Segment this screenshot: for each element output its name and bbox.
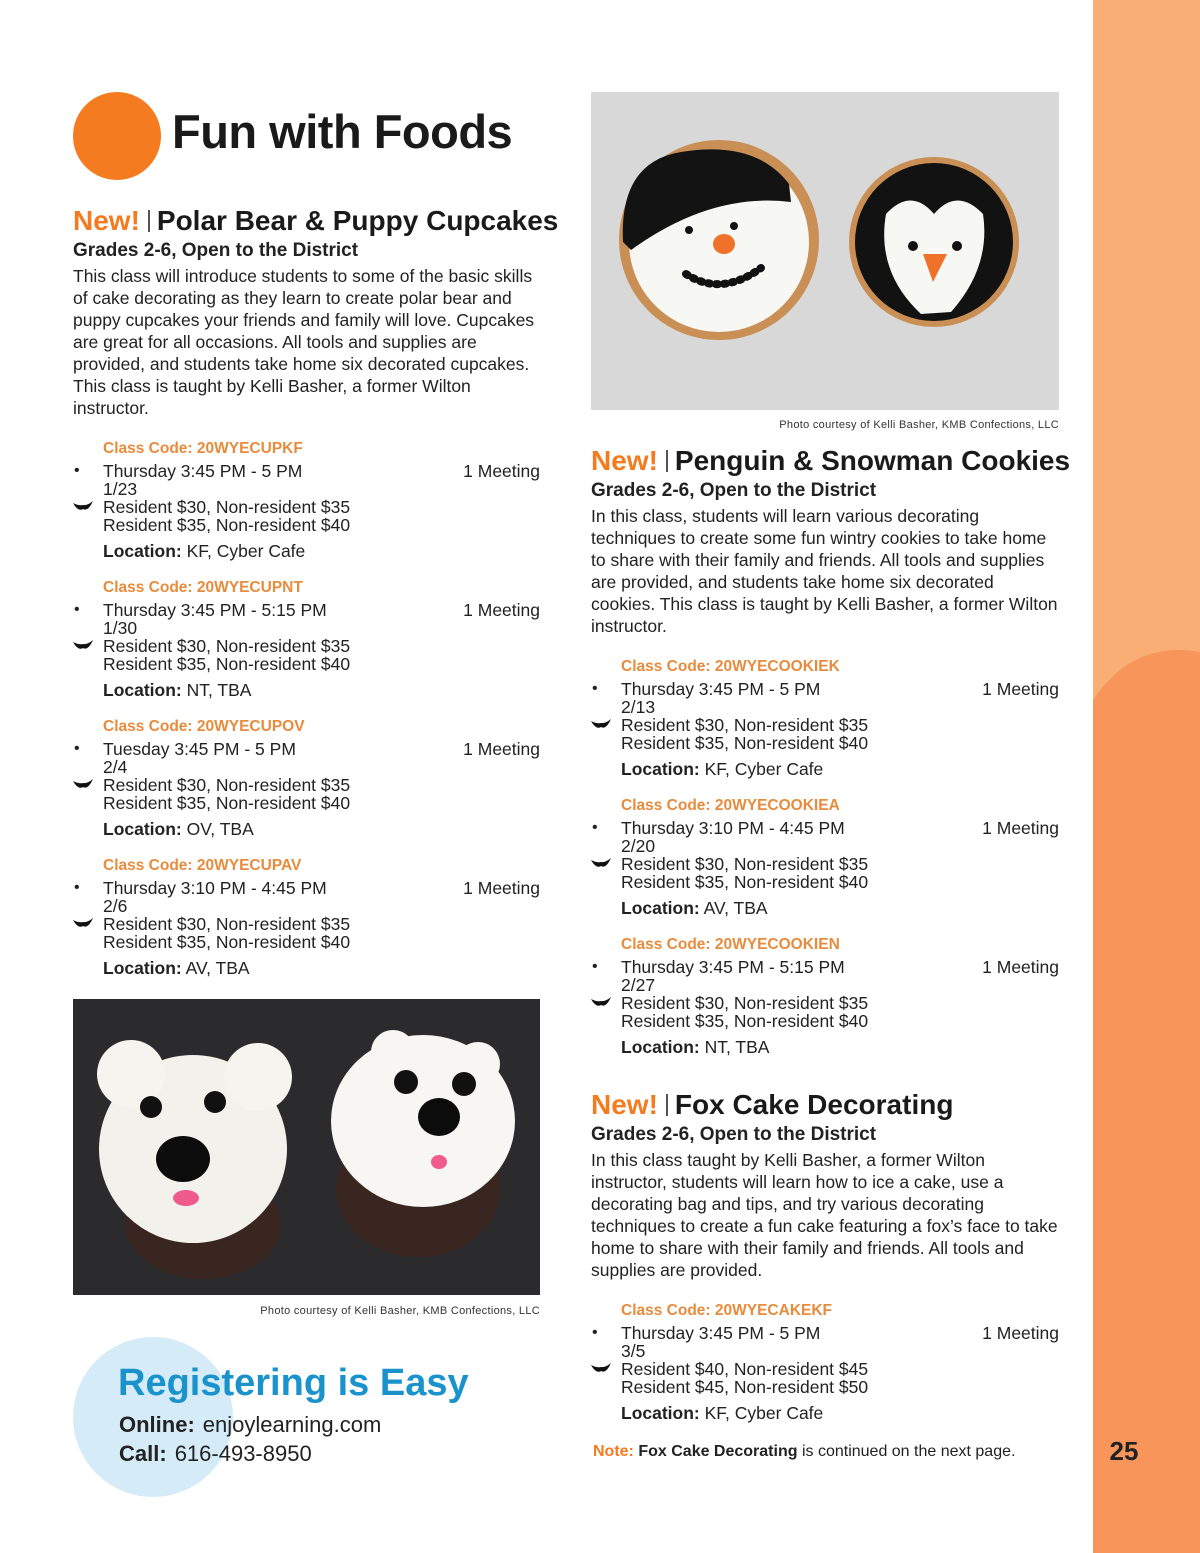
location-label: Location: bbox=[103, 680, 182, 700]
price-late: Resident $35, Non-resident $40 bbox=[103, 515, 351, 535]
schedule: Thursday 3:45 PM - 5:15 PM bbox=[621, 957, 845, 977]
schedule: Thursday 3:45 PM - 5 PM bbox=[103, 461, 303, 481]
meetings: 1 Meeting bbox=[463, 461, 540, 481]
bullet-icon: • bbox=[592, 1324, 598, 1341]
location-label: Location: bbox=[103, 541, 182, 561]
session-list bbox=[73, 439, 540, 977]
meetings: 1 Meeting bbox=[982, 1323, 1059, 1343]
location bbox=[103, 820, 540, 838]
session bbox=[74, 439, 540, 561]
new-label: New! bbox=[73, 205, 140, 236]
session bbox=[592, 657, 1059, 779]
meetings: 1 Meeting bbox=[463, 600, 540, 620]
session bbox=[592, 935, 1059, 1057]
session-list bbox=[591, 657, 1059, 1056]
meetings: 1 Meeting bbox=[982, 957, 1059, 977]
price-late: Resident $35, Non-resident $40 bbox=[103, 654, 351, 674]
divider bbox=[148, 210, 150, 232]
location-label: Location: bbox=[103, 819, 182, 839]
schedule: Thursday 3:45 PM - 5 PM bbox=[621, 679, 821, 699]
location bbox=[621, 899, 1059, 917]
price-late: Resident $35, Non-resident $40 bbox=[621, 872, 869, 892]
session bbox=[74, 717, 540, 839]
bullet-icon: • bbox=[592, 958, 598, 975]
course-fox-cake bbox=[591, 1089, 1059, 1440]
course-title: Polar Bear & Puppy Cupcakes bbox=[156, 205, 559, 236]
bird-icon bbox=[72, 500, 94, 514]
class-code: Class Code: 20WYECUPKF bbox=[103, 440, 303, 457]
class-code: Class Code: 20WYECOOKIEA bbox=[621, 797, 840, 814]
price-late: Resident $35, Non-resident $40 bbox=[103, 793, 351, 813]
schedule: Thursday 3:10 PM - 4:45 PM bbox=[103, 878, 327, 898]
course-heading bbox=[591, 1089, 1059, 1121]
registration-call bbox=[119, 1441, 312, 1467]
class-code: Class Code: 20WYECOOKIEK bbox=[621, 658, 840, 675]
bird-icon bbox=[590, 857, 612, 871]
location-label: Location: bbox=[621, 898, 700, 918]
page-title: Fun with Foods bbox=[172, 105, 513, 158]
date: 3/5 bbox=[621, 1341, 646, 1361]
class-code: Class Code: 20WYECUPOV bbox=[103, 718, 305, 735]
date: 2/6 bbox=[103, 896, 128, 916]
location-value: AV, TBA bbox=[185, 958, 250, 978]
session bbox=[592, 1301, 1059, 1423]
date: 2/20 bbox=[621, 836, 656, 856]
bird-icon bbox=[72, 778, 94, 792]
course-description: This class will introduce students to some of the basic skills of cake decorating as they learn to create polar bear and puppy cupcakes your friends and family will love. Cupcakes are great for all occasions. All tools and supplies are provided, and students take home six decorated cupcakes. This class is taught by Kelli Basher, a former Wilton instructor. bbox=[73, 266, 535, 418]
bullet-icon: • bbox=[592, 680, 598, 697]
course-heading bbox=[73, 205, 559, 237]
course-title: Penguin & Snowman Cookies bbox=[674, 445, 1071, 476]
course-description: In this class, students will learn various decorating techniques to create some fun wintry cookies to take home to share with their family and friends. All tools and supplies are provided, and students take home six decorated cookies. This class is taught by Kelli Basher, a former Wilton instructor. bbox=[591, 506, 1058, 636]
class-code: Class Code: 20WYECUPAV bbox=[103, 857, 302, 874]
title-dot bbox=[73, 92, 161, 180]
online-link[interactable]: enjoylearning.com bbox=[202, 1412, 382, 1437]
bird-icon bbox=[590, 1362, 612, 1376]
cupcakes-illustration bbox=[73, 999, 540, 1295]
location-value: NT, TBA bbox=[186, 680, 252, 700]
note-course: Fox Cake Decorating bbox=[638, 1443, 798, 1460]
price-resident: Resident $30, Non-resident $35 bbox=[103, 914, 351, 934]
bullet-icon: • bbox=[592, 819, 598, 836]
class-code: Class Code: 20WYECAKEKF bbox=[621, 1302, 833, 1319]
note-text: is continued on the next page. bbox=[797, 1443, 1016, 1460]
session-list bbox=[591, 1301, 1059, 1422]
location-value: OV, TBA bbox=[186, 819, 254, 839]
schedule: Thursday 3:45 PM - 5:15 PM bbox=[103, 600, 327, 620]
session bbox=[74, 856, 540, 978]
price-resident: Resident $30, Non-resident $35 bbox=[621, 854, 869, 874]
location-label: Location: bbox=[103, 958, 182, 978]
registration-title: Registering is Easy bbox=[118, 1362, 469, 1404]
location-value: AV, TBA bbox=[703, 898, 768, 918]
side-band bbox=[1093, 0, 1200, 1553]
price-resident: Resident $30, Non-resident $35 bbox=[103, 636, 351, 656]
date: 1/23 bbox=[103, 479, 138, 499]
price-resident: Resident $30, Non-resident $35 bbox=[621, 993, 869, 1013]
date: 2/4 bbox=[103, 757, 128, 777]
course-cupcakes bbox=[73, 205, 559, 995]
price-resident: Resident $40, Non-resident $45 bbox=[621, 1359, 869, 1379]
class-code: Class Code: 20WYECUPNT bbox=[103, 579, 303, 596]
location bbox=[103, 542, 540, 560]
schedule: Tuesday 3:45 PM - 5 PM bbox=[103, 739, 296, 759]
location-label: Location: bbox=[621, 759, 700, 779]
location-value: NT, TBA bbox=[704, 1037, 770, 1057]
course-heading bbox=[591, 445, 1071, 477]
course-grades: Grades 2-6, Open to the District bbox=[591, 480, 877, 501]
continuation-note bbox=[593, 1443, 1015, 1461]
schedule: Thursday 3:10 PM - 4:45 PM bbox=[621, 818, 845, 838]
meetings: 1 Meeting bbox=[463, 739, 540, 759]
bird-icon bbox=[72, 639, 94, 653]
price-late: Resident $45, Non-resident $50 bbox=[621, 1377, 869, 1397]
online-label: Online: bbox=[119, 1412, 195, 1437]
course-grades: Grades 2-6, Open to the District bbox=[591, 1124, 877, 1145]
date: 1/30 bbox=[103, 618, 138, 638]
course-cookies bbox=[591, 445, 1071, 1074]
meetings: 1 Meeting bbox=[982, 679, 1059, 699]
course-description: In this class taught by Kelli Basher, a former Wilton instructor, students will learn how to ice a cake, use a decorating bag and tips, and try various decorating techniques to create a fun cake featuring a fox’s face to take home to share with their family and friends. All tools and supplies are provided. bbox=[591, 1150, 1058, 1280]
location-value: KF, Cyber Cafe bbox=[186, 541, 306, 561]
price-resident: Resident $30, Non-resident $35 bbox=[103, 775, 351, 795]
cupcakes-photo bbox=[73, 999, 540, 1295]
page-number: 25 bbox=[1109, 1436, 1139, 1466]
location bbox=[103, 959, 540, 977]
new-label: New! bbox=[591, 445, 658, 476]
bullet-icon: • bbox=[74, 601, 80, 618]
registration-online bbox=[119, 1412, 381, 1438]
cookies-illustration bbox=[591, 92, 1059, 410]
date: 2/13 bbox=[621, 697, 656, 717]
bird-icon bbox=[72, 917, 94, 931]
call-label: Call: bbox=[119, 1441, 167, 1466]
course-title: Fox Cake Decorating bbox=[674, 1089, 954, 1120]
date: 2/27 bbox=[621, 975, 656, 995]
location-value: KF, Cyber Cafe bbox=[704, 759, 824, 779]
location bbox=[621, 1038, 1059, 1056]
bullet-icon: • bbox=[74, 879, 80, 896]
location bbox=[621, 760, 1059, 778]
location-value: KF, Cyber Cafe bbox=[704, 1403, 824, 1423]
bird-icon bbox=[590, 718, 612, 732]
new-label: New! bbox=[591, 1089, 658, 1120]
divider bbox=[666, 450, 668, 472]
cookies-photo-credit: Photo courtesy of Kelli Basher, KMB Confections, LLC bbox=[779, 419, 1059, 431]
cupcakes-photo-credit: Photo courtesy of Kelli Basher, KMB Confections, LLC bbox=[260, 1305, 540, 1317]
side-band-wave bbox=[1093, 0, 1200, 1553]
bullet-icon: • bbox=[74, 740, 80, 757]
meetings: 1 Meeting bbox=[463, 878, 540, 898]
location bbox=[621, 1404, 1059, 1422]
price-late: Resident $35, Non-resident $40 bbox=[103, 932, 351, 952]
price-resident: Resident $30, Non-resident $35 bbox=[621, 715, 869, 735]
schedule: Thursday 3:45 PM - 5 PM bbox=[621, 1323, 821, 1343]
session bbox=[74, 578, 540, 700]
location bbox=[103, 681, 540, 699]
note-label: Note: bbox=[593, 1443, 634, 1460]
meetings: 1 Meeting bbox=[982, 818, 1059, 838]
session bbox=[592, 796, 1059, 918]
location-label: Location: bbox=[621, 1403, 700, 1423]
price-late: Resident $35, Non-resident $40 bbox=[621, 733, 869, 753]
location-label: Location: bbox=[621, 1037, 700, 1057]
bird-icon bbox=[590, 996, 612, 1010]
phone-number[interactable]: 616-493-8950 bbox=[174, 1441, 312, 1466]
course-grades: Grades 2-6, Open to the District bbox=[73, 240, 359, 261]
divider bbox=[666, 1094, 668, 1116]
price-late: Resident $35, Non-resident $40 bbox=[621, 1011, 869, 1031]
class-code: Class Code: 20WYECOOKIEN bbox=[621, 936, 840, 953]
price-resident: Resident $30, Non-resident $35 bbox=[103, 497, 351, 517]
cookies-photo bbox=[591, 92, 1059, 410]
bullet-icon: • bbox=[74, 462, 80, 479]
